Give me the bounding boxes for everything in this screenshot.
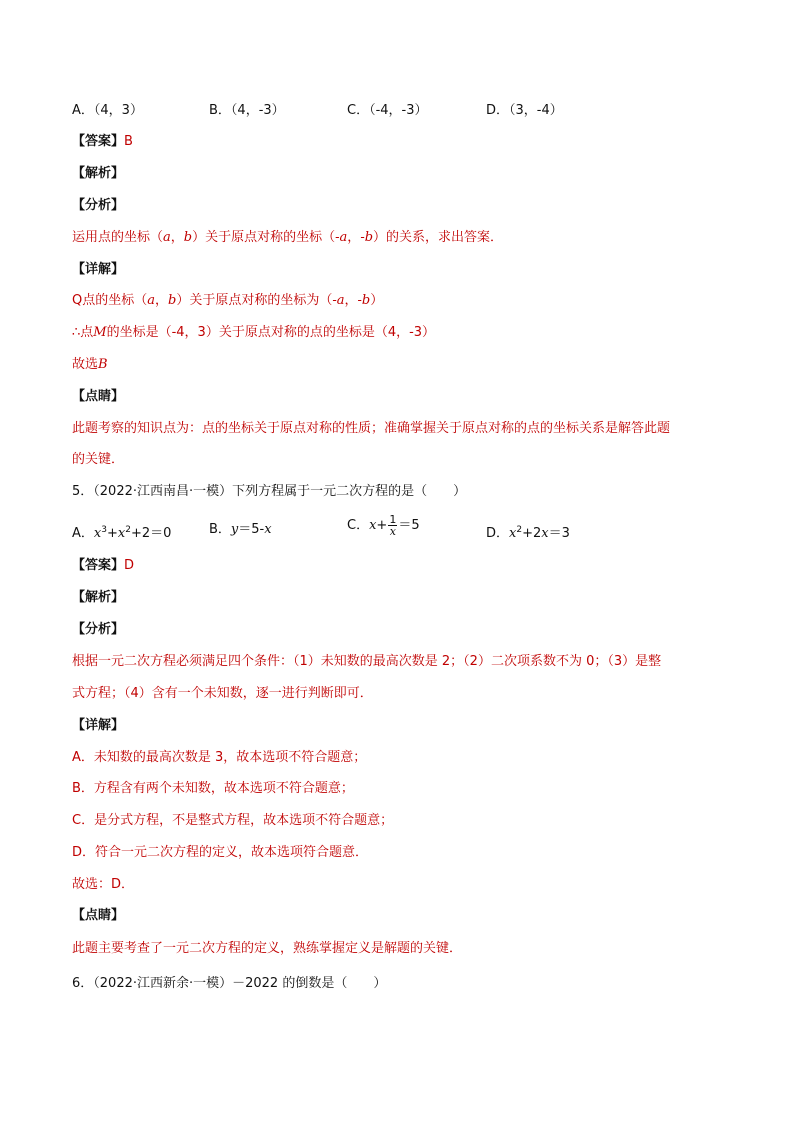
q4-option-c: C．（-4，-3） (347, 103, 428, 118)
q4-answer: 【答案】B (72, 134, 133, 149)
q4-comment-line-2: 的关键． (72, 452, 125, 467)
q5-option-d: D．$x^2+2x=3$ (486, 525, 570, 541)
q4-detail-line-2: ∴点M的坐标是（-4，3）关于原点对称的点的坐标是（4，-3） (72, 325, 436, 340)
q4-analysis-label: 【解析】 (72, 166, 125, 181)
q5-fenxi-label: 【分析】 (72, 622, 125, 637)
q4-option-b: B．（4，-3） (209, 103, 285, 118)
q5-detail-c: C．是分式方程，不是整式方程，故本选项不符合题意； (72, 813, 394, 828)
q5-fenxi-line-2: 式方程；（4）含有一个未知数，逐一进行判断即可． (72, 686, 373, 701)
q5-detail-d: D．符合一元二次方程的定义，故本选项符合题意． (72, 845, 369, 860)
q5-option-b: B．y＝5-x (209, 522, 272, 537)
q5-detail-a: A．未知数的最高次数是 3，故本选项不符合题意； (72, 750, 367, 765)
q4-detail-label: 【详解】 (72, 262, 125, 277)
fraction-one-over-x: $\frac{1}{x}$ (389, 513, 397, 538)
q5-detail-label: 【详解】 (72, 718, 125, 733)
q4-comment-line-1: 此题考察的知识点为：点的坐标关于原点对称的性质；准确掌握关于原点对称的点的坐标关系是解答此题 (72, 421, 671, 436)
q4-option-a: A．（4，3） (72, 103, 143, 118)
q4-fenxi-text: 运用点的坐标（a，b）关于原点对称的坐标（-a，-b）的关系，求出答案． (72, 230, 504, 245)
q4-detail-line-1: Q点的坐标（a，b）关于原点对称的坐标为（-a，-b） (72, 293, 384, 308)
q6-stem: 6．（2022·江西新余·一模）－2022 的倒数是（ ） (72, 976, 387, 991)
q5-answer: 【答案】D (72, 558, 135, 573)
q4-detail-line-3: 故选B (72, 357, 108, 372)
q5-option-a: A．$x^3+x^2+2=0$ (72, 525, 172, 541)
q4-comment-label: 【点睛】 (72, 389, 125, 404)
q5-detail-b: B．方程含有两个未知数，故本选项不符合题意； (72, 781, 354, 796)
q5-option-c: C．x+ $\frac{1}{x}$ ＝5 (347, 513, 420, 538)
q5-choose: 故选：D． (72, 877, 135, 892)
q5-analysis-label: 【解析】 (72, 590, 125, 605)
q5-comment-label: 【点睛】 (72, 908, 125, 923)
q5-fenxi-line-1: 根据一元二次方程必须满足四个条件：（1）未知数的最高次数是 2；（2）二次项系数不为 0；（3）是整 (72, 654, 662, 669)
q4-fenxi-label: 【分析】 (72, 198, 125, 213)
q4-option-d: D．（3，-4） (486, 103, 563, 118)
q5-stem: 5．（2022·江西南昌·一模）下列方程属于一元二次方程的是（ ） (72, 484, 467, 499)
q5-comment: 此题主要考查了一元二次方程的定义，熟练掌握定义是解题的关键． (72, 941, 463, 956)
